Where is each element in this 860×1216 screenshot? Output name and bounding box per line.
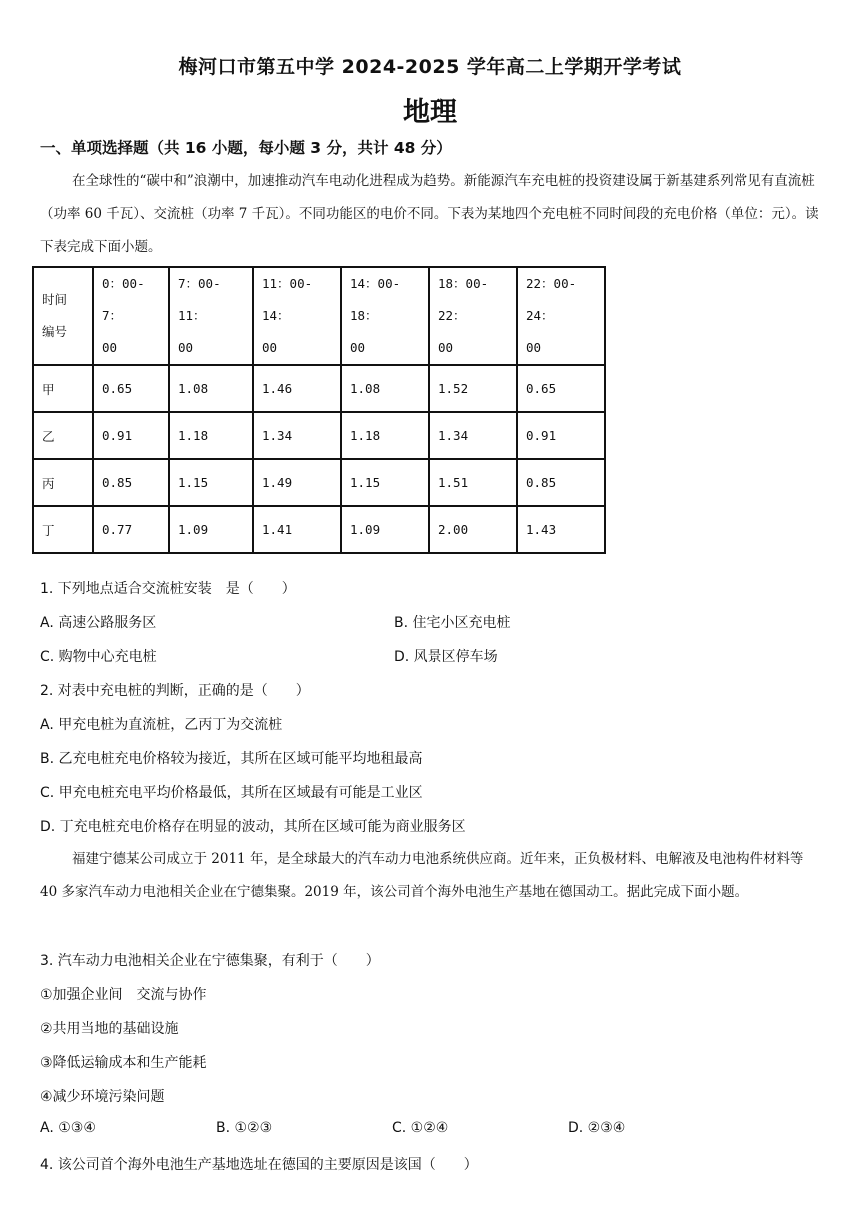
row-id: 丁	[33, 506, 93, 553]
price-cell: 1.51	[429, 459, 517, 506]
price-cell: 0.85	[93, 459, 169, 506]
corner-bottom-label: 编号	[42, 324, 68, 339]
price-cell: 1.41	[253, 506, 341, 553]
row-id: 乙	[33, 412, 93, 459]
row-id: 甲	[33, 365, 93, 412]
question-4-stem: 4. 该公司首个海外电池生产基地选址在德国的主要原因是该国（ ）	[40, 1157, 478, 1173]
q1-option-c: C. 购物中心充电桩	[40, 649, 157, 665]
table-corner-cell	[33, 267, 93, 365]
table-header-row	[33, 267, 605, 365]
price-table	[32, 266, 606, 554]
q2-option-a: A. 甲充电桩为直流桩，乙丙丁为交流桩	[40, 717, 283, 733]
price-cell: 1.09	[341, 506, 429, 553]
q1-option-d: D. 风景区停车场	[394, 649, 498, 665]
price-cell: 1.34	[429, 412, 517, 459]
row-id: 丙	[33, 459, 93, 506]
q1-option-b: B. 住宅小区充电桩	[394, 615, 511, 631]
q3-option-b: B. ①②③	[216, 1120, 273, 1136]
price-cell: 1.46	[253, 365, 341, 412]
q1-option-a: A. 高速公路服务区	[40, 615, 157, 631]
time-slot-header: 22：00-24： 00	[517, 267, 605, 365]
price-cell: 1.08	[341, 365, 429, 412]
price-cell: 1.18	[341, 412, 429, 459]
q3-item-3: ③降低运输成本和生产能耗	[40, 1055, 207, 1071]
q2-option-c: C. 甲充电桩充电平均价格最低，其所在区域最有可能是工业区	[40, 785, 423, 801]
price-cell: 0.77	[93, 506, 169, 553]
time-slot-header: 11：00-14： 00	[253, 267, 341, 365]
price-cell: 0.91	[93, 412, 169, 459]
table-row	[33, 459, 605, 506]
time-slot-header: 14：00-18： 00	[341, 267, 429, 365]
corner-top-label: 时间	[42, 292, 68, 307]
q3-item-4: ④减少环境污染问题	[40, 1089, 165, 1105]
q2-option-b: B. 乙充电桩充电价格较为接近，其所在区域可能平均地租最高	[40, 751, 423, 767]
table-row	[33, 412, 605, 459]
question-3-stem: 3. 汽车动力电池相关企业在宁德集聚，有利于（ ）	[40, 953, 380, 969]
passage-2: 福建宁德某公司成立于 2011 年，是全球最大的汽车动力电池系统供应商。近年来，正负极材料、电解液及电池构件材料等 40 多家汽车动力电池相关企业在宁德集聚。2019 年，该公司首个海外电池生产基地在德国动工。据此完成下面小题。	[40, 851, 804, 900]
price-cell: 1.43	[517, 506, 605, 553]
table-row	[33, 365, 605, 412]
question-2-stem: 2. 对表中充电桩的判断，正确的是（ ）	[40, 683, 310, 699]
price-cell: 0.91	[517, 412, 605, 459]
time-slot-header: 18：00-22： 00	[429, 267, 517, 365]
q3-item-2: ②共用当地的基础设施	[40, 1021, 179, 1037]
price-cell: 1.18	[169, 412, 253, 459]
q3-option-a: A. ①③④	[40, 1120, 96, 1136]
price-cell: 1.52	[429, 365, 517, 412]
q3-item-1: ①加强企业间 交流与协作	[40, 987, 207, 1003]
q3-option-d: D. ②③④	[568, 1120, 626, 1136]
price-cell: 0.85	[517, 459, 605, 506]
price-cell: 1.15	[341, 459, 429, 506]
passage-1: 在全球性的“碳中和”浪潮中，加速推动汽车电动化进程成为趋势。新能源汽车充电桩的投资建设属于新基建系列常见有直流桩（功率 60 千瓦）、交流桩（功率 7 千瓦）。不同功能区的电价不同。下表为某地四个充电桩不同时间段的充电价格（单位：元）。读下表完成下面小题。	[40, 173, 819, 255]
price-cell: 1.49	[253, 459, 341, 506]
q2-option-d: D. 丁充电桩充电价格存在明显的波动，其所在区域可能为商业服务区	[40, 819, 466, 835]
exam-title: 梅河口市第五中学 2024-2025 学年高二上学期开学考试	[178, 56, 682, 78]
q3-option-c: C. ①②④	[392, 1120, 449, 1136]
price-cell: 0.65	[93, 365, 169, 412]
time-slot-header: 7：00-11： 00	[169, 267, 253, 365]
price-cell: 0.65	[517, 365, 605, 412]
price-cell: 2.00	[429, 506, 517, 553]
price-cell: 1.08	[169, 365, 253, 412]
question-1-stem: 1. 下列地点适合交流桩安装 是（ ）	[40, 581, 296, 597]
price-cell: 1.15	[169, 459, 253, 506]
subject-title: 地理	[403, 97, 457, 128]
time-slot-header: 0：00-7： 00	[93, 267, 169, 365]
price-cell: 1.09	[169, 506, 253, 553]
price-cell: 1.34	[253, 412, 341, 459]
table-row	[33, 506, 605, 553]
section-heading: 一、单项选择题（共 16 小题，每小题 3 分，共计 48 分）	[40, 139, 452, 157]
